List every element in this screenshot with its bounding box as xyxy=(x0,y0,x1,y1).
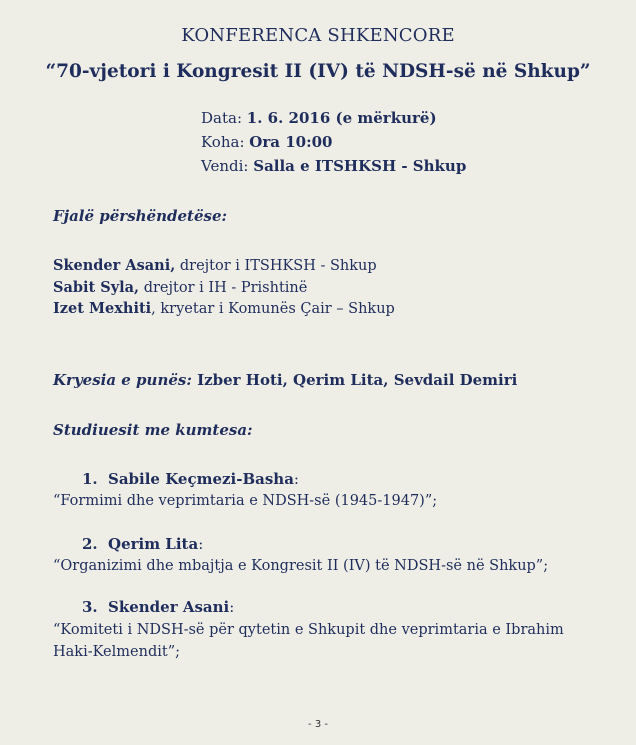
person-name: Skender Asani, xyxy=(53,257,176,274)
conference-subtitle: “70-vjetori i Kongresit II (IV) të NDSH-së në Shkup” xyxy=(45,61,591,82)
presidium-line xyxy=(53,371,517,389)
date-value: 1. 6. 2016 (e mërkurë) xyxy=(246,109,437,127)
greeting-person xyxy=(53,257,377,274)
speaker-heading xyxy=(82,598,234,616)
venue-line xyxy=(201,157,466,175)
date-label: Data: xyxy=(201,109,242,127)
speaker-name: Sabile Keçmezi-Basha xyxy=(108,470,294,488)
paper-title: “Komiteti i NDSH-së për qytetin e Shkupit dhe veprimtaria e Ibrahim Haki-Kelmendit”; xyxy=(53,622,564,660)
speaker-heading xyxy=(82,535,203,553)
venue-label: Vendi: xyxy=(201,157,249,175)
person-role: drejtor i IH - Prishtinë xyxy=(143,280,308,296)
speaker-heading xyxy=(82,470,299,488)
speaker-number: 3. xyxy=(82,598,98,616)
time-label: Koha: xyxy=(201,133,245,151)
speaker-number: 1. xyxy=(82,470,98,488)
time-value: Ora 10:00 xyxy=(249,133,333,151)
greetings-label: Fjalë përshëndetëse: xyxy=(53,207,228,225)
time-line xyxy=(201,133,332,151)
speakers-label: Studiuesit me kumtesa: xyxy=(53,421,253,439)
speaker-number: 2. xyxy=(82,535,98,553)
speaker-colon: : xyxy=(293,470,299,488)
person-name: Izet Mexhiti xyxy=(53,300,152,317)
greeting-person xyxy=(53,279,307,296)
speaker-name: Qerim Lita xyxy=(108,535,199,553)
date-line xyxy=(201,109,437,127)
speaker-name: Skender Asani xyxy=(108,598,230,616)
greeting-person xyxy=(53,300,395,317)
person-role: drejtor i ITSHKSH - Shkup xyxy=(179,258,377,274)
page-number: - 3 - xyxy=(308,719,328,730)
venue-value: Salla e ITSHKSH - Shkup xyxy=(253,157,467,175)
presidium-names: Izber Hoti, Qerim Lita, Sevdail Demiri xyxy=(197,371,518,389)
paper-title: “Formimi dhe veprimtaria e NDSH-së (1945-1947)”; xyxy=(53,493,438,509)
speaker-colon: : xyxy=(229,598,235,616)
person-role: , kryetar i Komunës Çair – Shkup xyxy=(151,301,395,317)
paper-title: “Organizimi dhe mbajtja e Kongresit II (IV) të NDSH-së në Shkup”; xyxy=(53,558,549,574)
presidium-label: Kryesia e punës: xyxy=(53,371,192,389)
speaker-colon: : xyxy=(198,535,204,553)
conference-title: KONFERENCA SHKENCORE xyxy=(181,25,455,46)
person-name: Sabit Syla, xyxy=(53,279,140,296)
